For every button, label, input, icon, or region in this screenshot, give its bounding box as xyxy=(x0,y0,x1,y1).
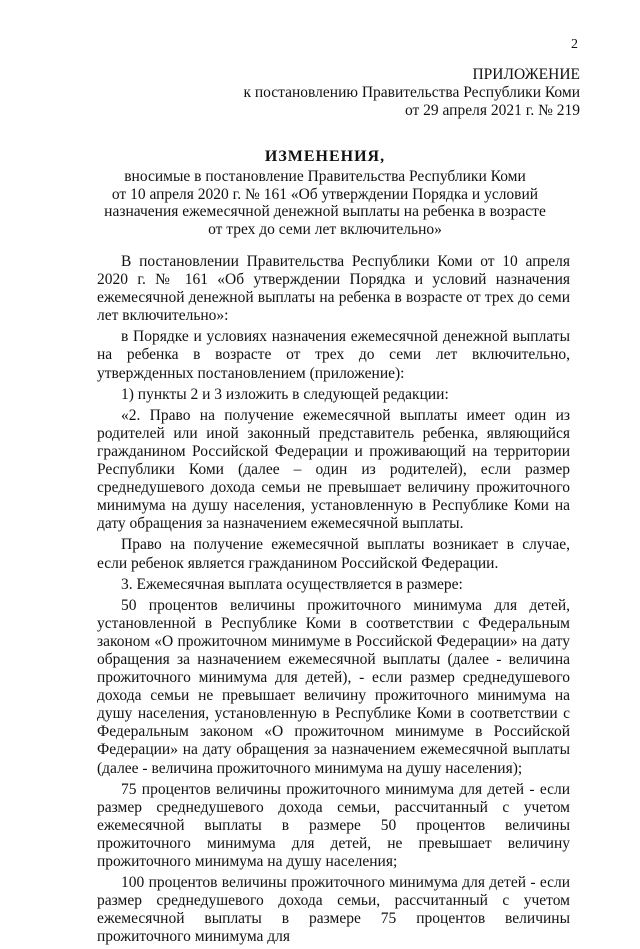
body-paragraph: 100 процентов величины прожиточного минимума для детей - если размер среднедушевого дохода семьи, рассчитанный с учетом ежемесячной выплаты в размере 75 процентов величины прожиточного минимума для xyxy=(97,874,570,946)
subtitle-line: назначения ежемесячной денежной выплаты на ребенка в возрасте xyxy=(104,203,546,220)
appendix-header xyxy=(243,66,580,120)
body-paragraph: 75 процентов величины прожиточного минимума для детей - если размер среднедушевого дохода семьи, рассчитанный с учетом ежемесячной выплаты в размере 50 процентов величины прожиточного минимума для детей, не превышает величину прожиточного минимума на душу населения; xyxy=(97,780,570,870)
body-paragraph: в Порядке и условиях назначения ежемесячной денежной выплаты на ребенка в возрасте от трех до семи лет включительно, утвержденных постановлением (приложение): xyxy=(97,328,570,382)
appendix-resolution-line: к постановлению Правительства Республики Коми xyxy=(243,84,580,101)
body-paragraph: 1) пункты 2 и 3 изложить в следующей редакции: xyxy=(121,385,449,403)
document-body xyxy=(97,253,570,949)
subtitle-line: от трех до семи лет включительно» xyxy=(208,220,442,238)
page-number: 2 xyxy=(571,37,578,52)
document-subtitle xyxy=(70,168,580,238)
subtitle-line: вносимые в постановление Правительства Республики Коми xyxy=(124,168,526,185)
body-paragraph: 3. Ежемесячная выплата осуществляется в размере: xyxy=(121,575,463,593)
subtitle-line: от 10 апреля 2020 г. № 161 «Об утверждении Порядка и условий xyxy=(111,185,539,203)
appendix-label: ПРИЛОЖЕНИЕ xyxy=(472,66,580,83)
appendix-date-line: от 29 апреля 2021 г. № 219 xyxy=(404,102,580,119)
document-title: ИЗМЕНЕНИЯ, xyxy=(264,148,386,165)
body-paragraph: 50 процентов величины прожиточного минимума для детей, установленной в Республике Коми в соответствии с Федеральным законом «О прожиточном минимуме в Российской Федерации» на дату обращения за назначением ежемесячной выплаты (далее - величина прожиточного минимума для детей), - если размер среднедушевого дохода семьи не превышает величину прожиточного минимума на душу населения, установленную в Республике Коми в соответствии с Федеральным законом «О прожиточном минимуме в Российской Федерации» на дату обращения за назначением ежемесячной выплаты (далее - величина прожиточного минимума на душу населения); xyxy=(97,596,570,777)
body-paragraph: В постановлении Правительства Республики Коми от 10 апреля 2020 г. № 161 «Об утверждении Порядка и условий назначения ежемесячной денежной выплаты на ребенка в возрасте от трех до семи лет включительно»: xyxy=(97,253,570,325)
body-paragraph: «2. Право на получение ежемесячной выплаты имеет один из родителей или иной законный представитель ребенка, являющийся гражданином Российской Федерации и проживающий на территории Республики Коми (далее – один из родителей), если размер среднедушевого дохода семьи не превышает величину прожиточного минимума на душу населения, установленную в Республике Коми на дату обращения за назначением ежемесячной выплаты. xyxy=(97,406,570,533)
document-heading xyxy=(70,148,580,238)
body-paragraph: Право на получение ежемесячной выплаты возникает в случае, если ребенок является гражданином Российской Федерации. xyxy=(97,536,570,572)
